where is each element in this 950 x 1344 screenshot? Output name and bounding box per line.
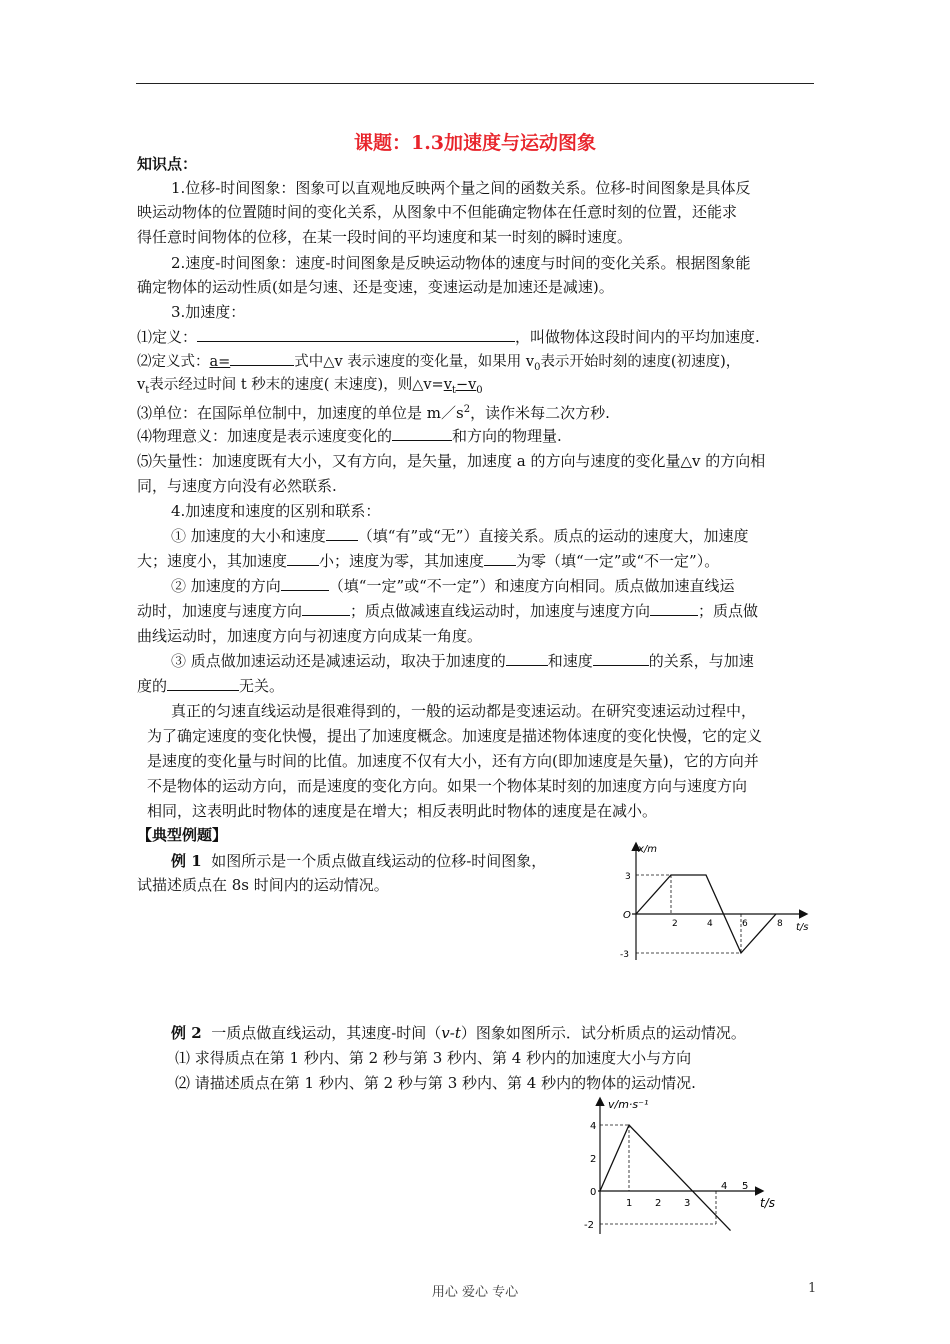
paragraph-line2: 为了确定速度的变化快慢，提出了加速度概念。加速度是描述物体速度的变化快慢，它的定义 — [147, 727, 763, 745]
y-tick-label: 2 — [590, 1154, 597, 1165]
velocity-time-chart — [582, 1094, 794, 1239]
page-footer: 用心 爱心 专心 — [431, 1285, 519, 1300]
p2-line1: 2.速度-时间图象：速度-时间图象是反映运动物体的速度与时间的变化关系。根据图象能 — [171, 254, 751, 272]
definition-5-line2: 同，与速度方向没有必然联系. — [137, 477, 337, 495]
x-tick-label: 3 — [684, 1198, 691, 1209]
x-tick-label: 6 — [742, 919, 748, 929]
paragraph-line4: 不是物体的运动方向，而是速度的变化方向。如果一个物体某时刻的加速度方向与速度方向 — [147, 777, 748, 795]
definition-3: ⑶单位：在国际单位制中，加速度的单位是 $m/s^2$，读作米每二次方秒. — [137, 404, 610, 422]
p1-line1: 1.位移-时间图象：图象可以直观地反映两个量之间的函数关系。位移-时间图象是具体反 — [171, 179, 751, 197]
y-axis-label: x/m — [638, 844, 658, 855]
example-2-line1: 例 2 一质点做直线运动，其速度-时间（v-t）图象如图所示．试分析质点的运动情况。 — [171, 1024, 746, 1042]
paragraph-line5: 相同，这表明此时物体的速度是在增大；相反表明此时物体的速度是在减小。 — [147, 802, 658, 820]
paragraph-line3: 是速度的变化量与时间的比值。加速度不仅有大小，还有方向(即加速度是矢量)，它的方向并 — [147, 752, 759, 770]
compare-2-line3: 曲线运动时，加速度方向与初速度方向成某一角度。 — [137, 627, 483, 645]
y-tick-label: -2 — [584, 1220, 594, 1231]
compare-3: ③ 质点做加速运动还是减速运动，取决于加速度的 和速度 的关系，与加速 — [171, 652, 754, 670]
position-time-chart — [610, 838, 816, 968]
page-title: 课题：1.3加速度与运动图象 — [353, 132, 597, 154]
y-tick-label: -3 — [620, 950, 629, 960]
compare-1-line2: 大；速度小，其加速度 小；速度为零，其加速度 为零（填“一定”或“不一定”）。 — [137, 552, 720, 570]
origin-label: O — [623, 910, 631, 921]
example-1-line2: 试描述质点在 8s 时间内的运动情况。 — [137, 876, 389, 894]
y-tick-label: 3 — [625, 872, 631, 882]
x-tick-label: 2 — [672, 919, 678, 929]
example-2-question-1: ⑴ 求得质点在第 1 秒内、第 2 秒与第 3 秒内、第 4 秒内的加速度大小与方向 — [175, 1049, 692, 1067]
x-axis-label: t/s — [796, 922, 809, 933]
compare-1: ① 加速度的大小和速度 （填“有”或“无”）直接关系。质点的运动的速度大，加速度 — [171, 527, 749, 545]
compare-2: ② 加速度的方向 （填“一定”或“不一定”）和速度方向相同。质点做加速直线运 — [171, 577, 735, 595]
x-tick-label: 4 — [707, 919, 713, 929]
x-axis-label: t/s — [760, 1196, 775, 1210]
definition-4: ⑷物理意义：加速度是表示速度变化的 和方向的物理量. — [137, 427, 562, 445]
x-tick-label: 8 — [777, 919, 783, 929]
p2-line2: 确定物体的运动性质(如是匀速、还是变速，变速运动是加速还是减速)。 — [137, 278, 614, 296]
paragraph-line1: 真正的匀速直线运动是很难得到的，一般的运动都是变速运动。在研究变速运动过程中， — [171, 702, 757, 720]
definition-1: ⑴定义： ，叫做物体这段时间内的平均加速度. — [137, 328, 760, 346]
definition-5-line1: ⑸矢量性：加速度既有大小，又有方向，是矢量，加速度 a 的方向与速度的变化量△v 的方向相 — [137, 452, 766, 470]
compare-3-line2: 度的 无关。 — [137, 677, 285, 695]
y-tick-label: 0 — [590, 1187, 597, 1198]
y-tick-label: 4 — [590, 1121, 597, 1132]
y-axis-label: v/m·s⁻¹ — [608, 1098, 649, 1111]
example-1-line1: 例 1 如图所示是一个质点做直线运动的位移-时间图象， — [171, 852, 547, 870]
p1-line3: 得任意时间物体的位移，在某一段时间的平均速度和某一时刻的瞬时速度。 — [137, 228, 633, 246]
page-number: 1 — [808, 1281, 817, 1296]
p4-heading: 4.加速度和速度的区别和联系： — [171, 502, 381, 520]
top-rule — [136, 83, 814, 84]
x-tick-label: 1 — [626, 1198, 633, 1209]
example-2-question-2: ⑵ 请描述质点在第 1 秒内、第 2 秒与第 3 秒内、第 4 秒内的物体的运动情况. — [175, 1074, 696, 1092]
compare-2-line2: 动时，加速度与速度方向 ；质点做减速直线运动时，加速度与速度方向 ；质点做 — [137, 602, 759, 620]
x-tick-label: 4 — [721, 1181, 728, 1192]
examples-heading: 【典型例题】 — [137, 826, 228, 844]
knowledge-heading: 知识点： — [137, 155, 198, 173]
x-tick-label: 5 — [742, 1181, 749, 1192]
p1-line2: 映运动物体的位置随时间的变化关系，从图象中不但能确定物体在任意时刻的位置，还能求 — [137, 203, 738, 221]
p3-heading: 3.加速度： — [171, 303, 246, 321]
definition-2-line2: $v_t$表示经过时间 t 秒末的速度( 末速度)，则$\triangle v=v_t-v_0$ — [137, 377, 483, 396]
data-series-line — [600, 1125, 731, 1231]
definition-2: ⑵定义式：a= 式中△v 表示速度的变化量，如果用 $v_0$表示开始时刻的速度(初速度)， — [137, 351, 740, 378]
x-tick-label: 2 — [655, 1198, 662, 1209]
